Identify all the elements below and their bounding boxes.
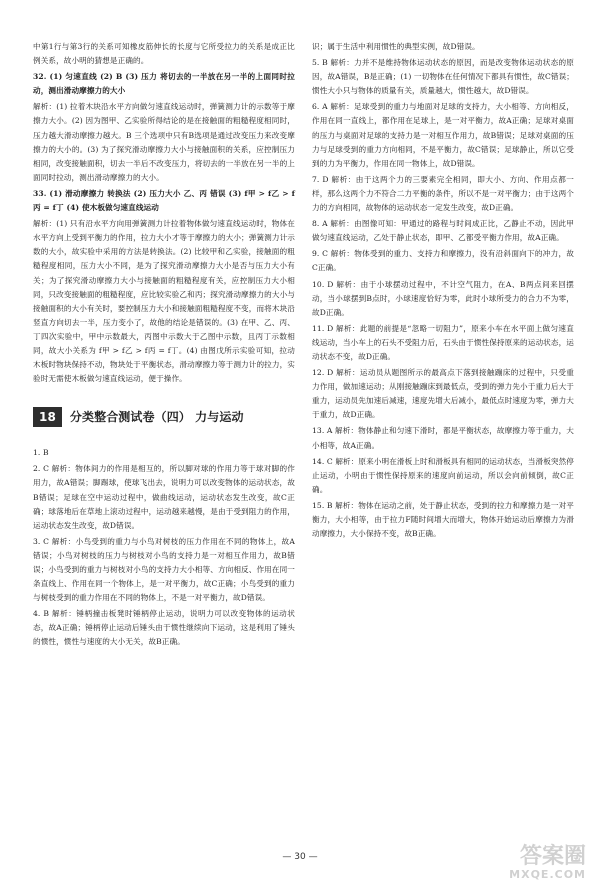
question-32-analysis: 解析：(1) 拉着木块沿水平方向做匀速直线运动时，弹簧测力计的示数等于摩擦力大小。(2) 因为图甲、乙实验所得结论的是在接触面的粗糙程度相同时，压力越大滑动摩擦力越大。B 三个选项中只有B选项是通过改变压力来改变摩擦力的大小的。(3) 为了探究滑动摩擦力大小与接触面积的关系，应控制压力相同，改变接触面积，切去一半后不改变压力，将切去的一半放在另一半的上面同时拉动，测出滑动摩擦力的大小。 (33, 102, 295, 182)
question-14-answer: 14. C 解析：原来小明在滑板上时和滑板具有相同的运动状态，当滑板突然停止运动，小明由于惯性保持原来的速度向前运动，所以会向前倾倒，故C正确。 (312, 456, 574, 494)
watermark-url: MXQE.COM (509, 868, 586, 881)
section-header (33, 402, 295, 432)
question-5-answer: 5. B 解析：力并不是维持物体运动状态的原因，而是改变物体运动状态的原因，故A错误，B是正确；(1) 一切物体在任何情况下都具有惯性，故C错误；惯性大小只与物体的质量有关，质量越大，惯性越大，故D错误。 (312, 58, 574, 96)
question-32-answer: 32. (1) 匀速直线 (2) B (3) 压力 将切去的一半放在另一半的上面同时拉动，测出滑动摩擦力的大小 (33, 72, 295, 96)
question-1-answer: 1. B (33, 448, 49, 458)
question-10-answer: 10. D 解析：由于小球摆动过程中，不计空气阻力，在A、B两点间来回摆动，当小球摆到B点时，小球速度恰好为零，此时小球所受力的合力不为零，故D正确。 (312, 279, 574, 317)
question-6-answer: 6. A 解析：足球受到的重力与地面对足球的支持力，大小相等、方向相反，作用在同一直线上，都作用在足球上，是一对平衡力，故A正确；足球对桌面的压力与桌面对足球的支持力是一对相互作用力，故B错误；足球对桌面的压力与足球受到的重力方向相同，不是平衡力，故C错误；足球静止，所以它受到的力为平衡力，作用在同一物体上，故D错误。 (312, 102, 574, 168)
page-number: — 30 — (282, 852, 318, 862)
section-number: 18 (33, 407, 62, 427)
question-9-answer: 9. C 解析：物体受到的重力、支持力和摩擦力，没有沿斜面向下的冲力，故C正确。 (312, 249, 574, 273)
paragraph-continued: 中第1行与第3行的关系可知橡皮筋伸长的长度与它所受拉力的关系是成正比例关系，故小明的猜想是正确的。 (33, 42, 295, 66)
watermark-text: 答案圈 (519, 844, 586, 869)
right-column (312, 40, 574, 543)
question-2-answer: 2. C 解析：物体间力的作用是相互的，所以脚对球的作用力等于球对脚的作用力，故A错误；脚踢球，使球飞出去，说明力可以改变物体的运动状态，故B错误；足球在空中运动过程中，做曲线运动，运动状态发生改变，故C正确；球落地后在草地上滚动过程中，运动越来越慢，是由于受到阻力的作用，运动状态发生改变，故D错误。 (33, 464, 295, 530)
section-title: 分类整合测试卷（四） 力与运动 (69, 410, 244, 425)
question-33-answer: 33. (1) 滑动摩擦力 转换法 (2) 压力大小 乙、丙 错误 (3) f甲 > f乙 > f丙 = f丁 (4) 使木板做匀速直线运动 (33, 188, 295, 213)
question-4-answer: 4. B 解析：锤柄撞击板凳时锤柄停止运动，说明力可以改变物体的运动状态，故A正确；锤柄停止运动后锤头由于惯性继续向下运动，这是利用了锤头的惯性，惯性与速度的大小无关，故B正确。 (33, 609, 295, 647)
question-12-answer: 12. D 解析：运动员从题图所示的最高点下落到接触蹦床的过程中，只受重力作用，做加速运动；从刚接触蹦床到最低点，受到的弹力先小于重力后大于重力，运动员先加速后减速，速度先增大后减小，最低点时速度为零，弹力大于重力，故D正确。 (312, 368, 574, 420)
question-7-answer: 7. D 解析：由于这两个力的三要素完全相同，即大小、方向、作用点都一样，那么这两个力不符合二力平衡的条件，所以不是一对平衡力；由于这两个力的方向相同，故物体的运动状态一定发生改变，故D正确。 (312, 174, 574, 213)
question-33-analysis: 解析：(1) 只有沿水平方向用弹簧测力计拉着物体做匀速直线运动时，物体在水平方向上受到平衡力的作用，拉力大小才等于摩擦力的大小；弹簧测力计示数的大小，故实验中采用的方法是转换法。(2) 比较甲和乙实验，接触面的粗糙程度相同，压力大小不同，是为了探究滑动摩擦力大小是否与压力大小有关；为了探究滑动摩擦力大小与接触面的粗糙程度有关，应控制压力大小相同，只改变接触面的粗糙程度，应比较实验乙和丙；探究滑动摩擦力的大小与接触面积的大小有关时，要控制压力大小和接触面粗糙程度不变，而将木块沿竖直方向切去一半，压力变小了，故他的结论是错误的。(3) 在甲、乙、丙、丁四次实验中，甲中示数最大，丙图中示数大于乙图中示数，且丙丁示数相同，故大小关系为 f甲 > f乙 > f丙 = f丁。(4) 由图戊所示实验可知，拉动木板时物块保持不动，物块处于平衡状态，滑动摩擦力等于测力计的拉力，实验时无需使木板做匀速直线运动，便于操作。 (33, 219, 295, 384)
watermark-logo (471, 846, 586, 886)
paragraph-continued: 识；属于生活中利用惯性的典型实例，故D错误。 (312, 42, 480, 51)
question-15-answer: 15. B 解析：物体在运动之前，处于静止状态，受到的拉力和摩擦力是一对平衡力，大小相等，由于拉力F随时间增大而增大，物体开始运动后摩擦力为滑动摩擦力，大小保持不变，故B正确。 (312, 500, 574, 539)
question-8-answer: 8. A 解析：由图像可知：甲通过的路程与时间成正比，乙静止不动，因此甲做匀速直线运动，乙处于静止状态，即甲、乙都受平衡力作用，故A正确。 (312, 219, 574, 243)
question-3-answer: 3. C 解析：小鸟受到的重力与小鸟对树枝的压力作用在不同的物体上，故A错误；小鸟对树枝的压力与树枝对小鸟的支持力是一对相互作用力，故B错误；小鸟受到的重力与树枝对小鸟的支持力大小相等、方向相反、作用在同一条直线上、作用在同一个物体上，是一对平衡力，故C正确；小鸟受到的重力与树枝受到的重力作用在不同的物体上，不是一对平衡力，故D错误。 (33, 536, 295, 603)
left-column (33, 40, 295, 652)
question-13-answer: 13. A 解析：物体静止和匀速下滑时，都是平衡状态，故摩擦力等于重力，大小相等，故A正确。 (312, 426, 574, 450)
question-11-answer: 11. D 解析：此题的前提是“忽略一切阻力”，原来小车在水平面上做匀速直线运动，当小车上的石头不受阻力后，石头由于惯性保持原来的运动状态，运动状态不变，故D正确。 (312, 323, 574, 361)
